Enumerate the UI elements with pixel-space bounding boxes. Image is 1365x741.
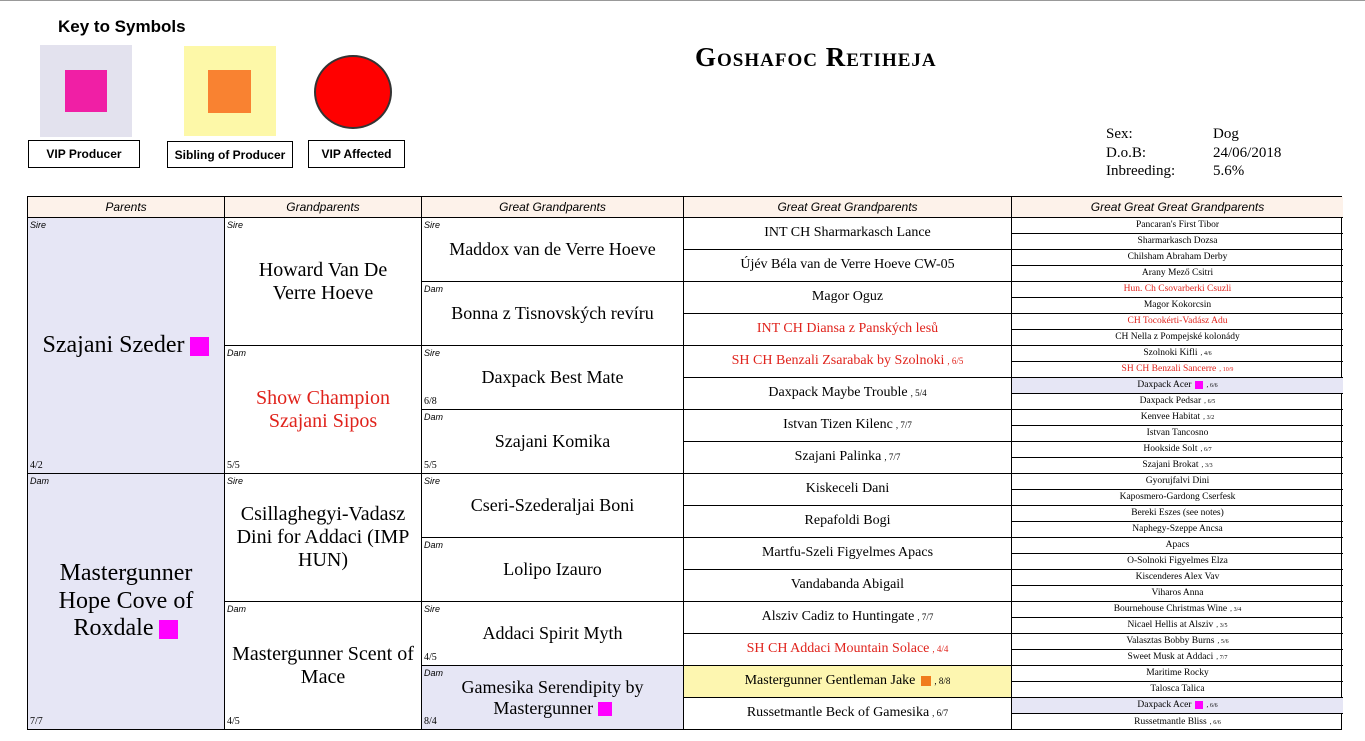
inbreeding-label: Inbreeding: bbox=[1106, 163, 1176, 179]
grandparent-name: Show Champion Szajani Sipos bbox=[256, 386, 390, 432]
ggg-score-separator: , bbox=[1206, 381, 1210, 390]
ggg-grandparent-cell bbox=[1012, 282, 1343, 298]
ggg-grandparent-name: Valasztas Bobby Burns bbox=[1126, 636, 1215, 647]
sex-row bbox=[1106, 126, 1281, 145]
ggg-score-separator: , bbox=[1209, 717, 1214, 726]
grandparent-name: Csillaghegyi-Vadasz Dini for Addaci (IMP HUN) bbox=[236, 503, 410, 571]
vip-producer-marker bbox=[1195, 701, 1203, 709]
grandparent-name: Mastergunner Scent of Mace bbox=[232, 642, 414, 688]
ggg-score-separator: , bbox=[1216, 653, 1220, 662]
great-grandparent-tag: Sire bbox=[424, 220, 441, 230]
ggg-grandparent-cell bbox=[1012, 474, 1343, 490]
great-grandparent-name: Bonna z Tisnovských revíru bbox=[451, 303, 654, 324]
gg-grandparent-name: Kiskeceli Dani bbox=[805, 481, 890, 497]
grandparent-tag: Dam bbox=[227, 348, 247, 358]
ggg-grandparent-name: Bereki Eszes (see notes) bbox=[1131, 508, 1224, 519]
great-grandparent-tag: Sire bbox=[424, 604, 441, 614]
gg-grandparent-score: 8/8 bbox=[938, 676, 951, 687]
ggg-grandparent-cell bbox=[1012, 314, 1343, 330]
sibling-producer-marker bbox=[921, 676, 931, 686]
ggg-grandparent-cell bbox=[1012, 442, 1343, 458]
gg-grandparent-score: 4/4 bbox=[936, 644, 949, 655]
vip-producer-label: VIP Producer bbox=[28, 140, 140, 168]
gg-grandparent-cell bbox=[684, 666, 1012, 698]
dog-name-title: Goshafoc Retiheja bbox=[695, 42, 937, 72]
ggg-grandparent-cell bbox=[1012, 250, 1343, 266]
inbreeding-value: 5.6% bbox=[1213, 163, 1245, 179]
vip-affected-circle bbox=[314, 55, 392, 129]
ggg-score-separator: , bbox=[1200, 349, 1204, 358]
vip-producer-marker bbox=[1195, 381, 1203, 389]
grandparent-score: 4/5 bbox=[227, 716, 240, 727]
parent-dam-score: 7/7 bbox=[30, 716, 43, 727]
ggg-grandparent-name: Kenvee Habitat bbox=[1140, 412, 1201, 423]
gg-grandparent-score: 5/4 bbox=[915, 388, 927, 399]
ggg-grandparent-name: Maritime Rocky bbox=[1146, 668, 1209, 679]
ggg-grandparent-cell bbox=[1012, 410, 1343, 426]
ggg-grandparent-score: 3/3 bbox=[1205, 463, 1213, 470]
vip-producer-marker bbox=[190, 337, 209, 356]
great-grandparent-cell bbox=[422, 346, 684, 410]
ggg-grandparent-cell bbox=[1012, 394, 1343, 410]
ggg-score-separator: , bbox=[1204, 397, 1208, 406]
ggg-grandparent-name: Naphegy-Szeppe Ancsa bbox=[1132, 524, 1223, 535]
ggg-grandparent-name: Kaposmero-Gardong Cserfesk bbox=[1119, 492, 1236, 503]
ggg-grandparent-name: Apacs bbox=[1165, 540, 1190, 551]
great-grandparent-tag: Sire bbox=[424, 348, 441, 358]
gg-score-separator: , bbox=[947, 356, 952, 367]
dob-value: 24/06/2018 bbox=[1213, 144, 1282, 161]
great-grandparent-name: Addaci Spirit Myth bbox=[482, 623, 623, 644]
pedigree-table bbox=[27, 196, 1342, 730]
gg-grandparent-name: Mastergunner Gentleman Jake bbox=[744, 673, 916, 689]
ggg-score-separator: , bbox=[1216, 621, 1220, 630]
ggg-grandparent-name: Russetmantle Bliss bbox=[1134, 716, 1207, 727]
great-grandparent-score: 8/4 bbox=[424, 716, 437, 727]
sibling-producer-label: Sibling of Producer bbox=[167, 141, 293, 168]
great-grandparent-tag: Dam bbox=[424, 284, 444, 294]
sex-value: Dog bbox=[1213, 126, 1239, 142]
great-grandparent-name: Lolipo Izauro bbox=[503, 559, 602, 580]
ggg-grandparent-name: Bournehouse Christmas Wine bbox=[1113, 604, 1228, 615]
gg-grandparent-score: 6/5 bbox=[951, 356, 964, 367]
gg-grandparent-name: SH CH Benzali Zsarabak by Szolnoki bbox=[731, 353, 945, 369]
ggg-grandparent-cell bbox=[1012, 378, 1343, 394]
ggg-grandparent-name: Hookside Solt bbox=[1143, 444, 1198, 455]
top-divider bbox=[0, 0, 1365, 1]
gg-grandparent-cell bbox=[684, 602, 1012, 634]
ggg-grandparent-cell bbox=[1012, 330, 1343, 346]
ggg-grandparent-score: 4/6 bbox=[1203, 351, 1212, 358]
parent-dam-tag: Dam bbox=[30, 476, 50, 486]
gg-grandparent-cell bbox=[684, 218, 1012, 250]
ggg-score-separator: , bbox=[1230, 605, 1234, 614]
ggg-grandparent-score: 7/7 bbox=[1219, 655, 1228, 662]
ggg-grandparent-name: Chilsham Abraham Derby bbox=[1127, 252, 1228, 263]
ggg-grandparent-name: Kiscenderes Alex Vav bbox=[1135, 572, 1220, 583]
gg-grandparent-name: INT CH Diansa z Panských lesů bbox=[756, 321, 939, 337]
gg-grandparent-cell bbox=[684, 378, 1012, 410]
ggg-grandparent-cell bbox=[1012, 538, 1343, 554]
sibling-producer-square bbox=[208, 70, 251, 113]
gg-grandparent-name: Alsziv Cadiz to Huntingate bbox=[761, 609, 915, 625]
great-grandparent-cell bbox=[422, 602, 684, 666]
ggg-grandparent-cell bbox=[1012, 602, 1343, 618]
ggg-grandparent-cell bbox=[1012, 346, 1343, 362]
grandparent-cell bbox=[225, 474, 422, 602]
parent-dam-name: Mastergunner Hope Cove of Roxdale bbox=[58, 560, 194, 642]
gg-score-separator: , bbox=[910, 388, 916, 399]
gg-grandparent-cell bbox=[684, 410, 1012, 442]
gg-grandparent-cell bbox=[684, 282, 1012, 314]
ggg-score-separator: , bbox=[1219, 365, 1223, 374]
gg-grandparent-name: Vandabanda Abigail bbox=[790, 577, 905, 593]
gg-score-separator: , bbox=[932, 644, 937, 655]
header-great-grandparents: Great Grandparents bbox=[422, 197, 684, 218]
great-grandparent-tag: Dam bbox=[424, 412, 444, 422]
ggg-grandparent-cell bbox=[1012, 522, 1343, 538]
grandparent-cell bbox=[225, 218, 422, 346]
ggg-grandparent-name: Szolnoki Kifli bbox=[1143, 348, 1198, 359]
great-grandparent-score: 4/5 bbox=[424, 652, 437, 663]
parent-sire-cell bbox=[28, 218, 225, 474]
ggg-grandparent-name: Sweet Musk at Addaci bbox=[1127, 652, 1214, 663]
parent-dam-cell bbox=[28, 474, 225, 730]
ggg-grandparent-name: CH Tocokérti-Vadász Adu bbox=[1127, 316, 1228, 327]
header-ggg-grandparents: Great Great Great Grandparents bbox=[1012, 197, 1343, 218]
great-grandparent-name: Daxpack Best Mate bbox=[481, 367, 624, 388]
ggg-grandparent-cell bbox=[1012, 666, 1343, 682]
ggg-grandparent-cell bbox=[1012, 298, 1343, 314]
ggg-grandparent-name: Magor Kokorcsin bbox=[1143, 300, 1212, 311]
header-grandparents: Grandparents bbox=[225, 197, 422, 218]
dob-label: D.o.B: bbox=[1106, 144, 1147, 161]
grandparent-score: 5/5 bbox=[227, 460, 240, 471]
ggg-score-separator: , bbox=[1200, 445, 1204, 454]
ggg-grandparent-name: Hun. Ch Csovarberki Csuzli bbox=[1123, 284, 1232, 295]
great-grandparent-cell bbox=[422, 538, 684, 602]
gg-grandparent-score: 6/7 bbox=[936, 708, 949, 719]
ggg-grandparent-name: Nicael Hellis at Alsziv bbox=[1127, 620, 1214, 631]
ggg-score-separator: , bbox=[1201, 461, 1206, 470]
gg-grandparent-name: Repafoldi Bogi bbox=[804, 513, 891, 529]
ggg-grandparent-score: 6/6 bbox=[1209, 703, 1218, 710]
ggg-grandparent-cell bbox=[1012, 458, 1343, 474]
ggg-grandparent-cell bbox=[1012, 570, 1343, 586]
sex-label: Sex: bbox=[1106, 126, 1133, 142]
ggg-grandparent-name: Daxpack Pedsar bbox=[1139, 396, 1202, 407]
gg-grandparent-name: INT CH Sharmarkasch Lance bbox=[764, 225, 931, 241]
dog-info bbox=[1106, 126, 1281, 182]
gg-grandparent-name: Újév Béla van de Verre Hoeve CW-05 bbox=[740, 257, 955, 273]
header-gg-grandparents: Great Great Grandparents bbox=[684, 197, 1012, 218]
ggg-grandparent-score: 6/7 bbox=[1203, 447, 1212, 454]
ggg-grandparent-score: 6/5 bbox=[1207, 399, 1216, 406]
ggg-grandparent-cell bbox=[1012, 234, 1343, 250]
great-grandparent-name: Szajani Komika bbox=[494, 431, 611, 452]
gg-score-separator: , bbox=[934, 676, 939, 687]
great-grandparent-cell bbox=[422, 282, 684, 346]
parent-sire-tag: Sire bbox=[30, 220, 47, 230]
grandparent-tag: Sire bbox=[227, 476, 244, 486]
grandparent-cell bbox=[225, 346, 422, 474]
gg-grandparent-cell bbox=[684, 442, 1012, 474]
ggg-grandparent-score: 3/2 bbox=[1206, 415, 1215, 422]
header-parents: Parents bbox=[28, 197, 225, 218]
gg-grandparent-name: Russetmantle Beck of Gamesika bbox=[746, 705, 930, 721]
ggg-grandparent-name: Szajani Brokat bbox=[1142, 460, 1199, 471]
ggg-grandparent-name: O-Solnoki Figyelmes Elza bbox=[1127, 556, 1228, 567]
ggg-grandparent-name: Viharos Anna bbox=[1151, 588, 1204, 599]
gg-grandparent-score: 7/7 bbox=[921, 612, 934, 623]
great-grandparent-tag: Sire bbox=[424, 476, 441, 486]
gg-grandparent-cell bbox=[684, 250, 1012, 282]
gg-grandparent-cell bbox=[684, 506, 1012, 538]
ggg-grandparent-cell bbox=[1012, 698, 1343, 714]
great-grandparent-cell bbox=[422, 474, 684, 538]
vip-affected-label: VIP Affected bbox=[308, 140, 405, 168]
ggg-grandparent-score: 3/4 bbox=[1233, 607, 1242, 614]
vip-producer-marker bbox=[159, 620, 178, 639]
ggg-grandparent-cell bbox=[1012, 362, 1343, 378]
great-grandparent-name: Cseri-Szederaljai Boni bbox=[470, 495, 635, 516]
great-grandparent-score: 6/8 bbox=[424, 396, 437, 407]
ggg-grandparent-cell bbox=[1012, 650, 1343, 666]
gg-grandparent-score: 7/7 bbox=[900, 420, 912, 431]
great-grandparent-cell bbox=[422, 410, 684, 474]
ggg-grandparent-name: Istvan Tancosno bbox=[1146, 428, 1209, 439]
ggg-grandparent-cell bbox=[1012, 218, 1343, 234]
grandparent-name: Howard Van De Verre Hoeve bbox=[258, 258, 388, 304]
gg-grandparent-name: Istvan Tizen Kilenc bbox=[783, 417, 893, 433]
ggg-grandparent-cell bbox=[1012, 682, 1343, 698]
key-title: Key to Symbols bbox=[58, 17, 186, 36]
gg-grandparent-cell bbox=[684, 474, 1012, 506]
ggg-grandparent-name: Arany Mező Csitri bbox=[1141, 268, 1214, 279]
ggg-grandparent-name: Gyorujfalvi Dini bbox=[1145, 476, 1210, 487]
gg-score-separator: , bbox=[884, 452, 889, 463]
ggg-grandparent-name: Daxpack Acer bbox=[1137, 700, 1192, 711]
gg-grandparent-name: SH CH Addaci Mountain Solace bbox=[746, 641, 930, 657]
great-grandparent-tag: Dam bbox=[424, 540, 444, 550]
grandparent-cell bbox=[225, 602, 422, 730]
vip-producer-marker bbox=[598, 702, 612, 716]
great-grandparent-name: Maddox van de Verre Hoeve bbox=[449, 239, 656, 260]
vip-producer-square bbox=[65, 70, 107, 112]
ggg-score-separator: , bbox=[1206, 701, 1210, 710]
ggg-grandparent-name: Sharmarkasch Dozsa bbox=[1137, 236, 1218, 247]
great-grandparent-tag: Dam bbox=[424, 668, 444, 678]
great-grandparent-name: Gamesika Serendipity by Mastergunner bbox=[461, 676, 644, 718]
grandparent-tag: Sire bbox=[227, 220, 244, 230]
gg-grandparent-cell bbox=[684, 634, 1012, 666]
dob-row bbox=[1106, 145, 1281, 164]
grandparent-tag: Dam bbox=[227, 604, 247, 614]
gg-grandparent-cell bbox=[684, 346, 1012, 378]
ggg-grandparent-cell bbox=[1012, 266, 1343, 282]
gg-score-separator: , bbox=[895, 420, 901, 431]
ggg-grandparent-name: Pancaran's First Tibor bbox=[1136, 220, 1219, 231]
ggg-grandparent-score: 3/5 bbox=[1219, 623, 1228, 630]
parent-sire-score: 4/2 bbox=[30, 460, 43, 471]
ggg-grandparent-cell bbox=[1012, 490, 1343, 506]
ggg-grandparent-score: 6/6 bbox=[1213, 719, 1221, 726]
gg-grandparent-cell bbox=[684, 314, 1012, 346]
ggg-grandparent-cell bbox=[1012, 554, 1343, 570]
ggg-grandparent-cell bbox=[1012, 586, 1343, 602]
ggg-score-separator: , bbox=[1217, 637, 1221, 646]
ggg-grandparent-name: CH Nella z Pompejské kolonády bbox=[1115, 332, 1240, 343]
gg-grandparent-cell bbox=[684, 698, 1012, 730]
great-grandparent-cell bbox=[422, 218, 684, 282]
ggg-grandparent-score: 5/6 bbox=[1220, 639, 1229, 646]
ggg-grandparent-name: Daxpack Acer bbox=[1137, 380, 1192, 391]
gg-grandparent-name: Daxpack Maybe Trouble bbox=[768, 385, 908, 401]
ggg-grandparent-score: 10/9 bbox=[1222, 367, 1234, 374]
ggg-grandparent-cell bbox=[1012, 714, 1343, 730]
vip-producer-swatch bbox=[40, 45, 132, 137]
ggg-grandparent-name: SH CH Benzali Sancerre bbox=[1121, 364, 1217, 375]
great-grandparent-cell bbox=[422, 666, 684, 730]
great-grandparent-score: 5/5 bbox=[424, 460, 437, 471]
gg-grandparent-name: Magor Oguz bbox=[811, 289, 884, 305]
ggg-grandparent-score: 6/6 bbox=[1209, 383, 1218, 390]
sibling-producer-swatch bbox=[184, 46, 276, 136]
ggg-grandparent-cell bbox=[1012, 426, 1343, 442]
ggg-grandparent-cell bbox=[1012, 506, 1343, 522]
parent-sire-name: Szajani Szeder bbox=[42, 331, 185, 358]
ggg-score-separator: , bbox=[1203, 413, 1207, 422]
gg-grandparent-name: Szajani Palinka bbox=[794, 449, 882, 465]
ggg-grandparent-cell bbox=[1012, 618, 1343, 634]
gg-score-separator: , bbox=[917, 612, 922, 623]
ggg-grandparent-cell bbox=[1012, 634, 1343, 650]
gg-grandparent-score: 7/7 bbox=[888, 452, 901, 463]
gg-score-separator: , bbox=[932, 708, 937, 719]
ggg-grandparent-name: Talosca Talica bbox=[1150, 684, 1205, 695]
gg-grandparent-name: Martfu-Szeli Figyelmes Apacs bbox=[761, 545, 934, 561]
gg-grandparent-cell bbox=[684, 538, 1012, 570]
gg-grandparent-cell bbox=[684, 570, 1012, 602]
inbreeding-row bbox=[1106, 163, 1281, 182]
